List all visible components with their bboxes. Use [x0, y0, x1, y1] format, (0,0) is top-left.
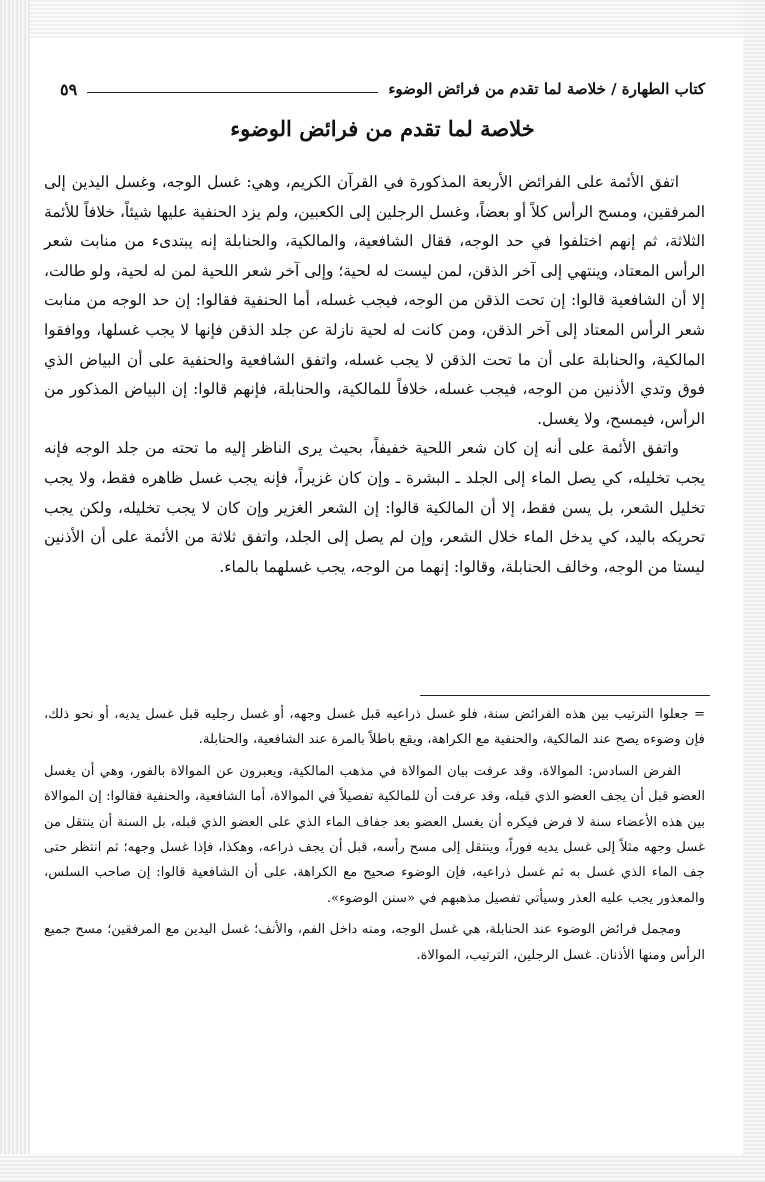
main-paragraph: واتفق الأئمة على أنه إن كان شعر اللحية خفيفاً، بحيث يرى الناظر إليه ما تحته من جلد الوجه فإنه يجب تخليله، كي يصل الماء إلى الجلد ـ البشرة ـ وإن كان غزيراً، فإنه يجب غسل ظاهره فقط، ولا يجب تخليل الشعر، بل يسن فقط، إلا أن المالكية قالوا: إن الشعر الغزير وإن كان لا يجب تخليله، ولكن يجب تحريكه باليد، كي يدخل الماء خلال الشعر، وإن لم يصل إلى الجلد، واتفق ثلاثة من الأئمة على أن الأذنين ليستا من الوجه، وخالف الحنابلة، وقالوا: إنهما من الوجه، يجب غسلهما بالماء. [44, 439, 705, 576]
footnote-paragraph: = جعلوا الترتيب بين هذه الفرائض سنة، فلو غسل ذراعيه قبل غسل وجهه، أو غسل رجليه قبل غسل يديه، أو نحو ذلك، فإن وضوءه يصح عند المالكية، والحنفية مع الكراهة، ويقع باطلاً بالمرة عند الشافعية، والحنابلة. [44, 707, 705, 748]
footnote-paragraph: ومجمل فرائض الوضوء عند الحنابلة، هي غسل الوجه، ومنه داخل الفم، والأنف؛ غسل اليدين مع المرفقين؛ مسح جميع الرأس ومنها الأذنان. غسل الرجلين، الترتيب، الموالاة. [44, 922, 705, 963]
section-heading: خلاصة لما تقدم من فرائض الوضوء [230, 116, 535, 141]
running-header [60, 74, 705, 104]
main-text [44, 168, 705, 582]
scan-edge-bottom [0, 1154, 765, 1182]
header-rule [87, 92, 378, 93]
scan-edge-right [743, 0, 765, 1182]
page-number: ٥٩ [60, 79, 78, 99]
footnote-separator [420, 695, 710, 696]
scan-edge-left [0, 0, 30, 1182]
scan-edge-top [0, 0, 765, 38]
main-paragraph: اتفق الأئمة على الفرائض الأربعة المذكورة في القرآن الكريم، وهي: غسل الوجه، وغسل اليدين إلى المرفقين، ومسح الرأس كلاً أو بعضاً، وغسل الرجلين إلى الكعبين، ولم يزد الحنفية عليها شيئاً، خلافاً للأئمة الثلاثة، ثم إنهم اختلفوا في حد الوجه، فقال الشافعية، والمالكية، والحنابلة إنه يبتدىء من منابت شعر الرأس المعتاد، وينتهي إلى آخر الذقن، لمن ليست له لحية؛ وإلى آخر شعر اللحية لمن له لحية، ولو طالت، إلا أن الشافعية قالوا: إن تحت الذقن من الوجه، فيجب غسله، أما الحنفية فقالوا: إن حد الوجه من منابت شعر الرأس المعتاد إلى آخر الذقن، ومن كانت له لحية نازلة عن جلد الذقن فإنها لا يجب غسلها، ووافقوا المالكية، والحنابلة على أن ما تحت الذقن لا يجب غسله، واتفق الشافعية والحنفية على أن البياض الذي فوق وتدي الأذنين من الوجه، فيجب غسله، خلافاً للمالكية، والحنابلة، فإنهم قالوا: إن البياض المذكور من الرأس، فيمسح، ولا يغسل. [44, 173, 705, 428]
running-header-title: كتاب الطهارة / خلاصة لما تقدم من فرائض الوضوء [388, 80, 705, 98]
footnotes [44, 702, 705, 974]
footnote-paragraph: الفرض السادس: الموالاة، وقد عرفت بيان الموالاة في مذهب المالكية، ويعبرون عن الموالاة بالفور، وهي أن يغسل العضو قبل أن يجف العضو الذي قبله، وقد عرفت أن للمالكية تفصيلاً في الموالاة، أما الشافعية، والحنفية فقالوا: إن الموالاة بين هذه الأعضاء سنة لا فرض فيكره أن يغسل العضو بعد جفاف الماء الذي على العضو الذي قبله، بل السنة أن ينتقل من غسل وجهه مثلاً إلى غسل يديه فوراً، وينتقل إلى مسح رأسه، قبل أن يجف ذراعه، وهكذا، فإذا غسل وجهه؛ ثم انتظر حتى جف الماء الذي غسل به ثم غسل ذراعيه، فإن الوضوء صحيح مع الكراهة، على أن الشافعية قالوا: إن صاحب السلس، والمعذور يجب عليه العذر وسيأتي تفصيل مذهبهم في «سنن الوضوء». [44, 763, 705, 906]
